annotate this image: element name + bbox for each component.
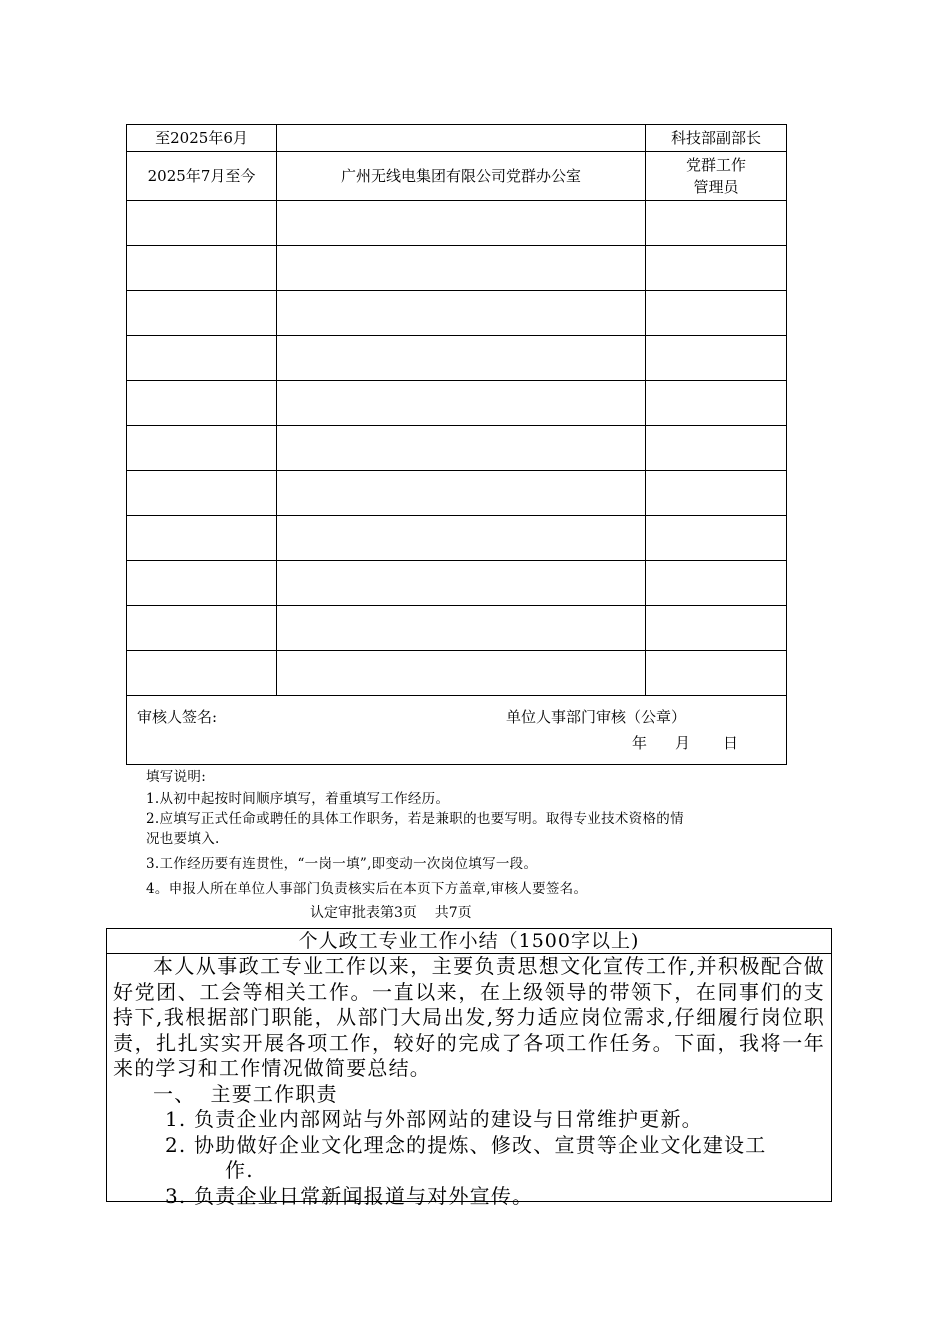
position-cell (646, 246, 787, 291)
position-cell (646, 201, 787, 246)
period-cell (127, 381, 277, 426)
period-cell (127, 336, 277, 381)
duty-item: 2. 协助做好企业文化理念的提炼、修改、宣贯等企业文化建设工 (165, 1132, 767, 1157)
reviewer-signature-label: 审核人签名: (137, 708, 218, 726)
table-row (127, 336, 787, 381)
period-cell (127, 471, 277, 516)
position-cell (646, 516, 787, 561)
table-row (127, 651, 787, 696)
position-line: 党群工作 (685, 156, 746, 174)
period-cell (127, 291, 277, 336)
note-item: 1.从初中起按时间顺序填写，着重填写工作经历。 (146, 791, 450, 807)
unit-cell (277, 516, 646, 561)
period-cell: 至2025年6月 (127, 125, 277, 152)
position-cell (646, 426, 787, 471)
unit-cell (277, 426, 646, 471)
unit-cell (277, 381, 646, 426)
position-cell (646, 381, 787, 426)
position-cell: 科技部副部长 (646, 125, 787, 152)
period-cell (127, 201, 277, 246)
hr-review-label: 单位人事部门审核（公章） (506, 708, 687, 726)
period-cell (127, 246, 277, 291)
unit-cell (277, 291, 646, 336)
table-row (127, 291, 787, 336)
review-cell (127, 696, 787, 765)
page-footer: 认定审批表第3页 共7页 (310, 905, 472, 921)
work-history-table (126, 124, 787, 765)
table-row (127, 516, 787, 561)
review-row (127, 696, 787, 765)
position-cell (646, 291, 787, 336)
note-item: 3.工作经历要有连贯性，“一岗一填”,即变动一次岗位填写一段。 (146, 856, 538, 872)
table-row (127, 606, 787, 651)
duty-item: 1. 负责企业内部网站与外部网站的建设与日常维护更新。 (165, 1107, 703, 1131)
position-line: 管理员 (693, 178, 739, 196)
period-cell (127, 516, 277, 561)
summary-body (107, 954, 831, 1209)
period-cell (127, 561, 277, 606)
unit-cell (277, 336, 646, 381)
period-cell (127, 426, 277, 471)
table-row (127, 246, 787, 291)
summary-box (106, 928, 832, 1208)
note-item: 2.应填写正式任命或聘任的具体工作职务，若是兼职的也要写明。取得专业技术资格的情 (146, 811, 684, 827)
table-row (127, 152, 787, 201)
position-cell (646, 152, 787, 201)
note-item: 况也要填入. (146, 831, 220, 847)
table-row (127, 125, 787, 152)
unit-cell: 广州无线电集团有限公司党群办公室 (277, 152, 646, 201)
date-year: 年 (632, 734, 648, 752)
empty-rows (127, 201, 787, 696)
position-cell (646, 651, 787, 696)
unit-cell (277, 651, 646, 696)
section-heading: 一、 主要工作职责 (153, 1081, 338, 1106)
notes-heading: 填写说明: (146, 769, 207, 785)
period-cell: 2025年7月至今 (127, 152, 277, 201)
unit-cell (277, 246, 646, 291)
table-row (127, 381, 787, 426)
position-cell (646, 336, 787, 381)
period-cell (127, 606, 277, 651)
table-row (127, 426, 787, 471)
note-item: 4。申报人所在单位人事部门负责核实后在本页下方盖章,审核人要签名。 (146, 881, 588, 897)
position-cell (646, 471, 787, 516)
date-day: 日 (723, 734, 739, 752)
unit-cell (277, 201, 646, 246)
duty-item-continued: 作. (225, 1158, 254, 1182)
unit-cell (277, 125, 646, 152)
duty-item: 3. 负责企业日常新闻报道与对外宣传。 (165, 1183, 534, 1208)
position-cell (646, 561, 787, 606)
table-row (127, 201, 787, 246)
summary-paragraph: 本人从事政工专业工作以来，主要负责思想文化宣传工作,并积极配合做好党团、工会等相关工作。一直以来，在上级领导的带领下，在同事们的支持下,我根据部门职能，从部门大局出发,努力适应岗位需求,仔细履行岗位职责，扎扎实实开展各项工作，较好的完成了各项工作任务。下面，我将一年来的学习和工作情况做简要总结。 (113, 954, 825, 1080)
date-month: 月 (675, 734, 691, 752)
summary-title: 个人政工专业工作小结（1500字以上) (107, 929, 831, 954)
unit-cell (277, 561, 646, 606)
table-row (127, 471, 787, 516)
period-cell (127, 651, 277, 696)
table-row (127, 561, 787, 606)
position-cell (646, 606, 787, 651)
unit-cell (277, 471, 646, 516)
unit-cell (277, 606, 646, 651)
